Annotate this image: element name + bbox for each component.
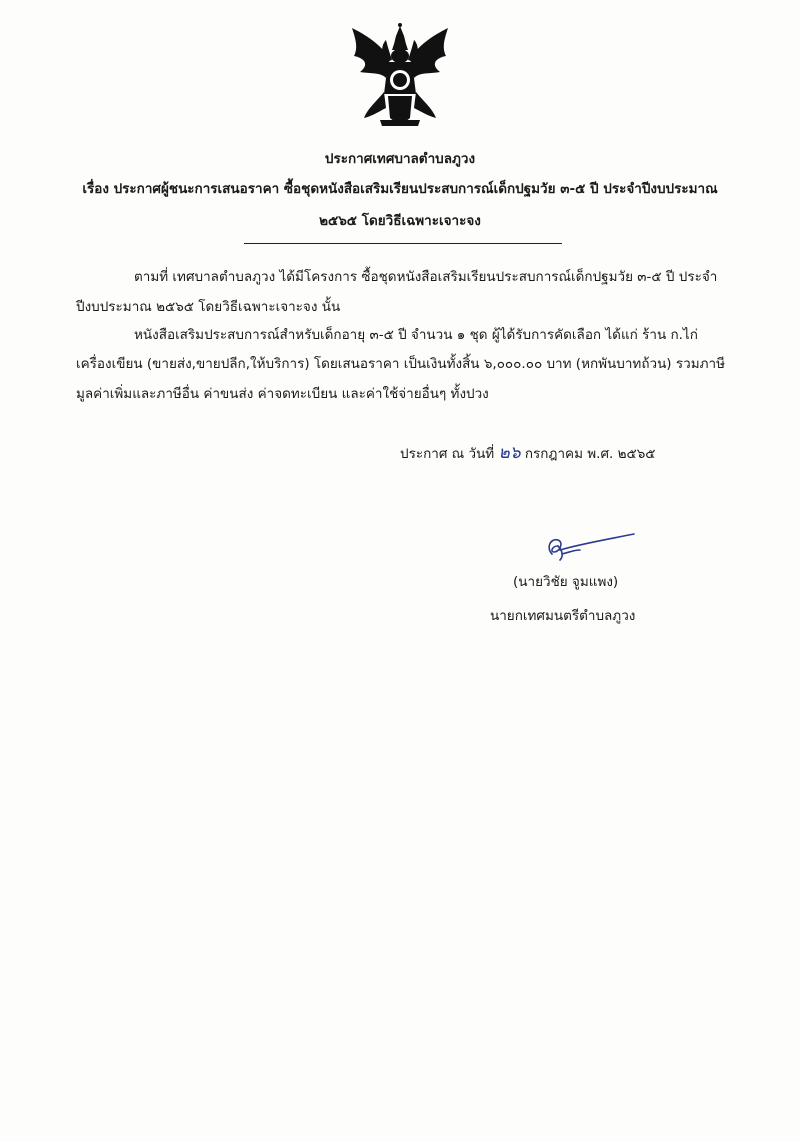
subject-line-1: เรื่อง ประกาศผู้ชนะการเสนอราคา ซื้อชุดหนังสือเสริมเรียนประสบการณ์เด็กปฐมวัย ๓-๕ ปี ประจำปีงบประมาณ [82,181,718,197]
paragraph-1-line-1: ตามที่ เทศบาลตำบลภูวง ได้มีโครงการ ซื้อชุดหนังสือเสริมเรียนประสบการณ์เด็กปฐมวัย ๓-๕ ปี ประจำ [134,269,718,285]
paragraph-1-line-2: ปีงบประมาณ ๒๕๖๕ โดยวิธีเฉพาะเจาะจง นั้น [76,299,341,315]
paragraph-2-line-2: เครื่องเขียน (ขายส่ง,ขายปลีก,ให้บริการ) โดยเสนอราคา เป็นเงินทั้งสิ้น ๖,๐๐๐.๐๐ บาท (หกพันบาทถ้วน) รวมภาษี [76,356,725,372]
signatory-title: นายกเทศมนตรีตำบลภูวง [490,608,636,624]
subject-line-2: ๒๕๖๕ โดยวิธีเฉพาะเจาะจง [319,213,481,229]
organization-title: ประกาศเทศบาลตำบลภูวง [324,151,476,167]
signature-mark [540,528,640,564]
paragraph-2-line-1: หนังสือเสริมประสบการณ์สำหรับเด็กอายุ ๓-๕ ปี จำนวน ๑ ชุด ผู้ได้รับการคัดเลือก ได้แก่ ร้าน ก.ไก่ [134,327,698,343]
paragraph-2-line-3: มูลค่าเพิ่มและภาษีอื่น ค่าขนส่ง ค่าจดทะเบียน และค่าใช้จ่ายอื่นๆ ทั้งปวง [76,386,489,402]
header-divider [244,243,562,244]
garuda-emblem [340,22,460,130]
signatory-name: (นายวิชัย จูมแพง) [513,574,619,590]
date-day-handwritten: ๒๖ [498,443,521,463]
announcement-date [400,444,656,463]
date-prefix: ประกาศ ณ วันที่ [400,446,495,462]
date-month-year: กรกฎาคม พ.ศ. ๒๕๖๕ [524,446,656,462]
